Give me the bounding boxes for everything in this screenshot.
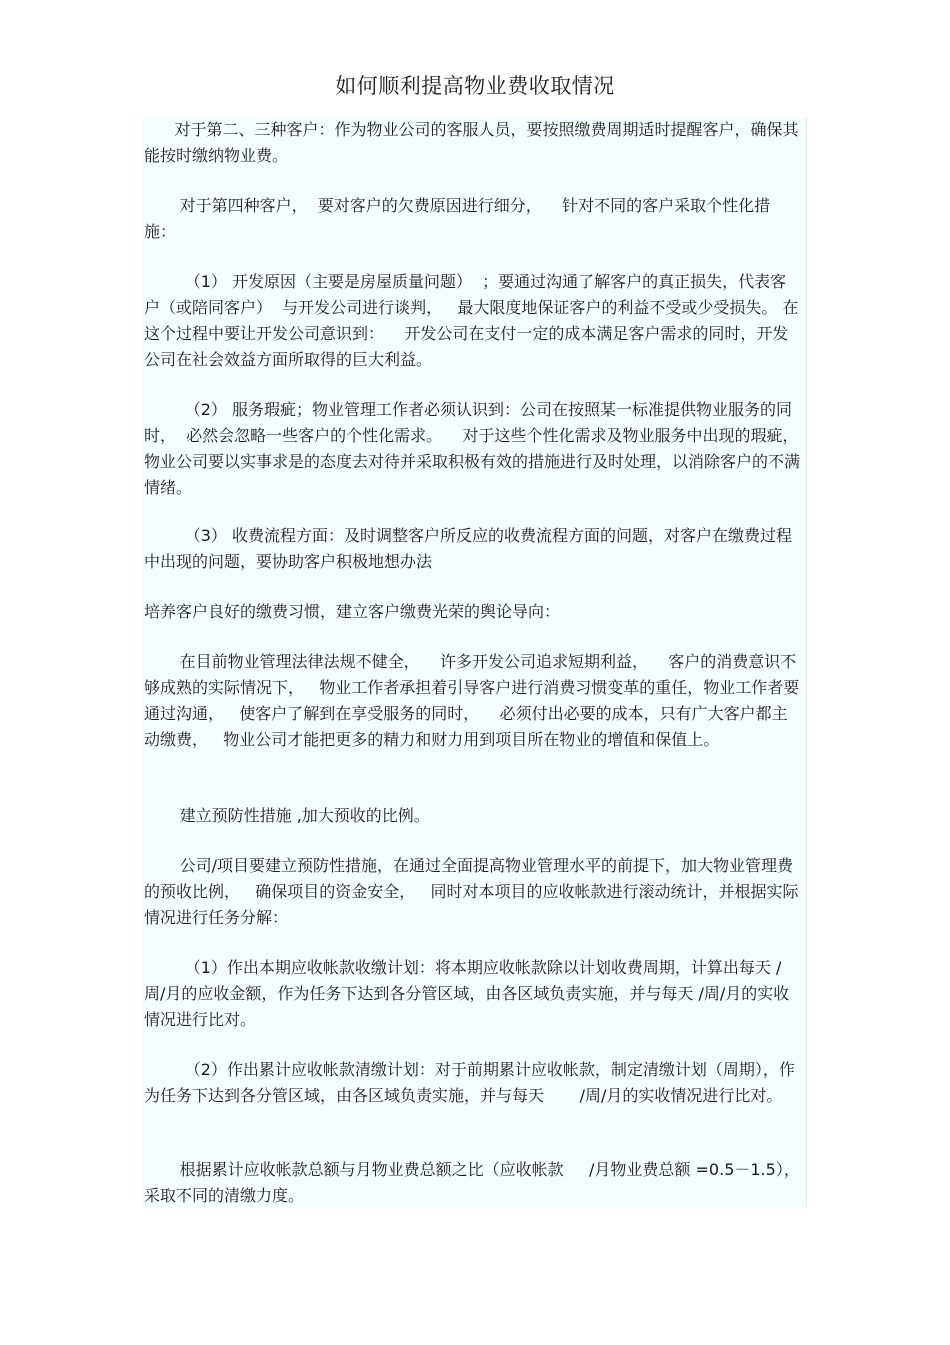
document-body <box>142 117 807 1207</box>
paragraph-2: 对于第四种客户， 要对客户的欠费原因进行细分， 针对不同的客户采取个性化措施： <box>144 196 771 241</box>
paragraph-10: （1）作出本期应收帐款收缴计划：将本期应收帐款除以计划收费周期，计算出每天 /周/月的应收金额，作为任务下达到各分管区域，由各区域负责实施，并与每天 /周/月的实收情况进行比对。 <box>144 958 790 1029</box>
paragraph-11: （2）作出累计应收帐款清缴计划：对于前期累计应收帐款，制定清缴计划（周期），作为任务下达到各分管区域，由各区域负责实施，并与每天 /周/月的实收情况进行比对。 <box>144 1060 795 1105</box>
paragraph-8: 建立预防性措施 ,加大预收的比例。 <box>144 806 430 825</box>
paragraph-5: （3） 收费流程方面：及时调整客户所反应的收费流程方面的问题，对客户在缴费过程中出现的问题，要协助客户积极地想办法 <box>144 526 792 571</box>
paragraph-6: 培养客户良好的缴费习惯，建立客户缴费光荣的舆论导向： <box>144 602 561 621</box>
paragraph-9: 公司/项目要建立预防性措施，在通过全面提高物业管理水平的前提下，加大物业管理费的预收比例， 确保项目的资金安全， 同时对本项目的应收帐款进行滚动统计，并根据实际情况进行任务分解： <box>144 856 799 927</box>
paragraph-7: 在目前物业管理法律法规不健全， 许多开发公司追求短期利益， 客户的消费意识不够成熟的实际情况下， 物业工作者承担着引导客户进行消费习惯变革的重任，物业工作者要通过沟通， 使客户了解到在享受服务的同时， 必须付出必要的成本，只有广大客户都主动缴费， 物业公司才能把更多的精力和财力用到项目所在物业的增值和保值上。 <box>144 652 800 749</box>
document-title: 如何顺利提高物业费收取情况 <box>335 74 615 98</box>
paragraph-1: 对于第二、三种客户：作为物业公司的客服人员，要按照缴费周期适时提醒客户，确保其能按时缴纳物业费。 <box>144 120 799 165</box>
paragraph-3: （1） 开发原因（主要是房屋质量问题） ；要通过沟通了解客户的真正损失，代表客户（或陪同客户） 与开发公司进行谈判， 最大限度地保证客户的利益不受或少受损失。 在这个过程中要让开发公司意识到： 开发公司在支付一定的成本满足客户需求的同时，开发公司在社会效益方面所取得的巨大利益。 <box>144 272 799 369</box>
paragraph-4: （2） 服务瑕疵；物业管理工作者必须认识到：公司在按照某一标准提供物业服务的同时， 必然会忽略一些客户的个性化需求。 对于这些个性化需求及物业服务中出现的瑕疵， 物业公司要以实事求是的态度去对待并采取积极有效的措施进行及时处理，以消除客户的不满情绪。 <box>144 400 809 497</box>
paragraph-12: 根据累计应收帐款总额与月物业费总额之比（应收帐款 /月物业费总额 =0.5－1.5），采取不同的清缴力度。 <box>144 1160 800 1205</box>
